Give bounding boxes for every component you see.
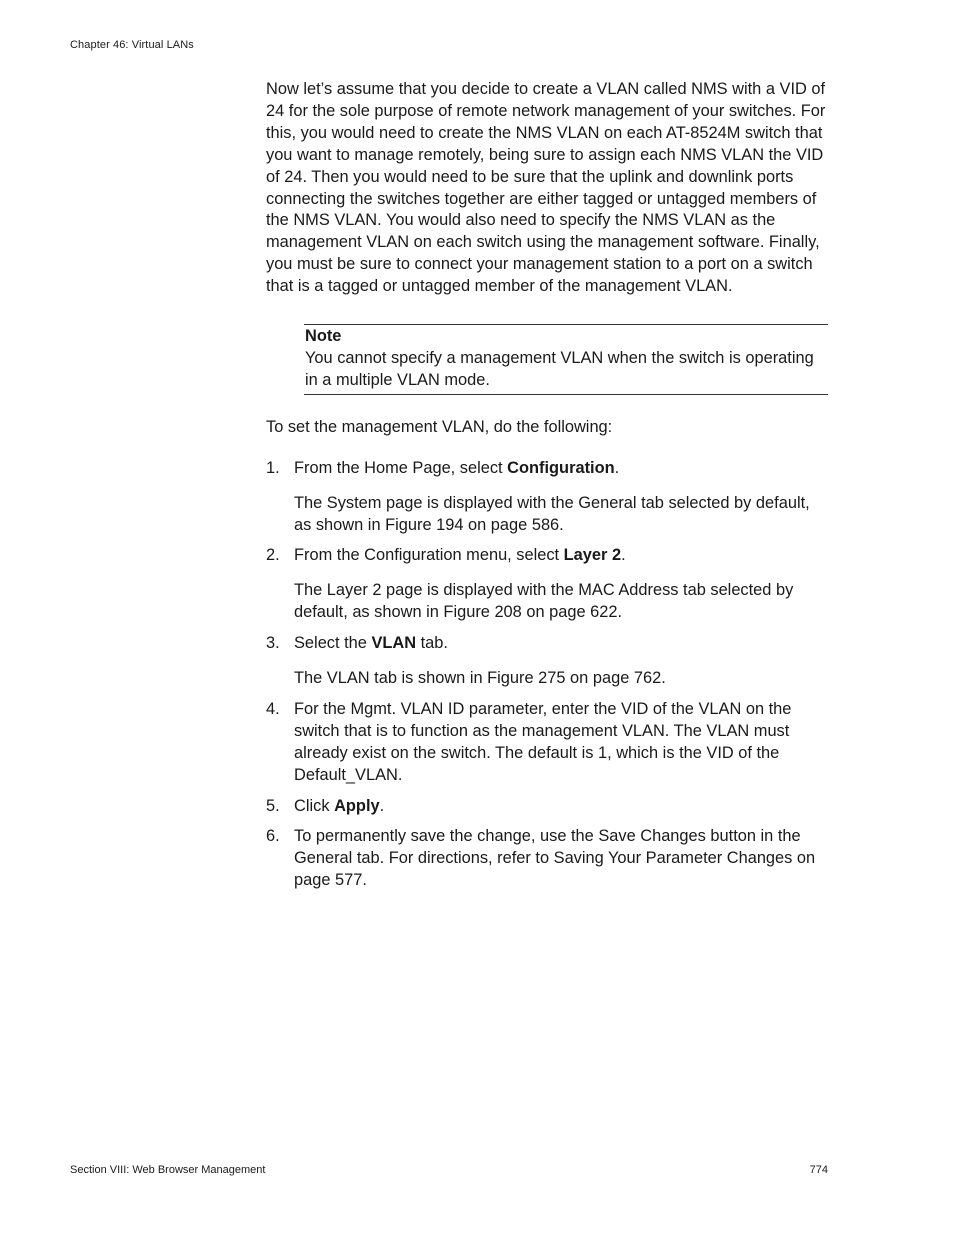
step-number: 2. [266, 546, 280, 565]
step-instruction: From the Home Page, select Configuration. [294, 458, 620, 477]
step-result: The Layer 2 page is displayed with the MAC Address tab selected by default, as shown in Figure 208 on page 622. [294, 581, 794, 622]
procedure-steps [266, 458, 828, 893]
step-number: 1. [266, 458, 280, 477]
ui-term-layer-2: Layer 2 [563, 546, 622, 565]
step-instruction: For the Mgmt. VLAN ID parameter, enter the VID of the VLAN on the switch that is to function as the management VLAN. The VLAN must already exist on the switch. The default is 1, which is the VID of the Default_VLAN. [294, 699, 792, 784]
note-box [304, 324, 828, 395]
step-instruction: Select the VLAN tab. [294, 634, 448, 653]
running-footer-section: Section VIII: Web Browser Management [70, 1164, 266, 1176]
page-number: 774 [809, 1164, 828, 1176]
page-body [266, 79, 828, 901]
running-header: Chapter 46: Virtual LANs [70, 39, 194, 51]
step-result: The VLAN tab is shown in Figure 275 on page 762. [294, 669, 666, 688]
step-number: 5. [266, 796, 280, 815]
ui-term-apply: Apply [334, 796, 380, 815]
intro-paragraph: Now let’s assume that you decide to create a VLAN called NMS with a VID of 24 for the sole purpose of remote network management of your switches. For this, you would need to create the NMS VLAN on each AT-8524M switch that you want to manage remotely, being sure to assign each NMS VLAN the VID of 24. Then you would need to be sure that the uplink and downlink ports connecting the switches together are either tagged or untagged members of the NMS VLAN. You would also need to specify the NMS VLAN as the management VLAN on each switch using the management software. Finally, you must be sure to connect your management station to a port on a switch that is a tagged or untagged member of the management VLAN. [266, 80, 826, 296]
note-title: Note [305, 327, 342, 346]
step-6 [266, 826, 828, 892]
step-number: 6. [266, 827, 280, 846]
step-instruction: From the Configuration menu, select Layer 2. [294, 546, 626, 565]
step-number: 3. [266, 634, 280, 653]
step-result: The System page is displayed with the General tab selected by default, as shown in Figure 194 on page 586. [294, 493, 810, 534]
ui-term-configuration: Configuration [507, 458, 615, 477]
procedure-lead: To set the management VLAN, do the following: [266, 417, 613, 436]
step-2 [266, 545, 828, 624]
step-4 [266, 699, 828, 787]
step-instruction: Click Apply. [294, 796, 385, 815]
step-3 [266, 633, 828, 690]
note-text: You cannot specify a management VLAN when the switch is operating in a multiple VLAN mode. [305, 348, 814, 389]
ui-term-vlan: VLAN [371, 634, 417, 653]
step-5 [266, 796, 828, 818]
step-instruction: To permanently save the change, use the Save Changes button in the General tab. For directions, refer to Saving Your Parameter Changes on page 577. [294, 827, 816, 890]
step-number: 4. [266, 699, 280, 718]
step-1 [266, 458, 828, 537]
